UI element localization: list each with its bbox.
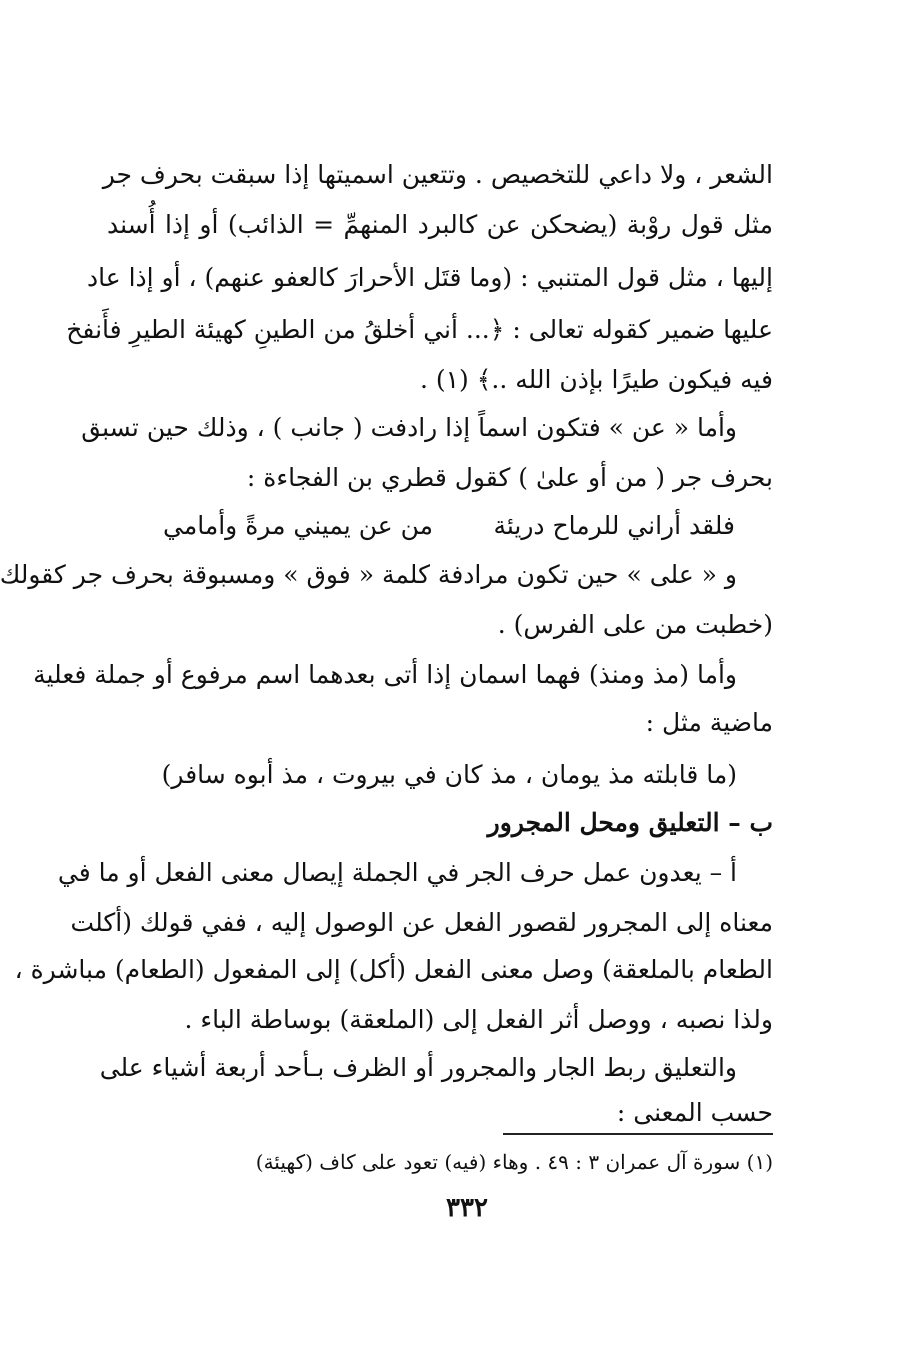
text-line: إليها ، مثل قول المتنبي : (وما قتَل الأحرارَ كالعفو عنهم) ، أو إذا عاد xyxy=(86,263,773,292)
text-line: وأما « عن » فتكون اسماً إذا رادفت ( جانب ) ، وذلك حين تسبق xyxy=(81,413,737,442)
text-line: (ما قابلته مذ يومان ، مذ كان في بيروت ، مذ أبوه سافر) xyxy=(161,760,737,789)
footnote: (١) سورة آل عمران ٣ : ٤٩ . وهاء (فيه) تعود على كاف (كهيئة) xyxy=(255,1150,773,1174)
section-heading: ب – التعليق ومحل المجرور xyxy=(487,808,773,837)
text-line: و « على » حين تكون مرادفة كلمة « فوق » ومسبوقة بحرف جر كقولك xyxy=(0,560,737,589)
verse-second-half: من عن يميني مرةً وأمامي xyxy=(163,511,434,540)
text-line: ماضية مثل : xyxy=(645,708,773,737)
page-number: ٣٣٢ xyxy=(446,1193,488,1223)
text-line: حسب المعنى : xyxy=(616,1098,773,1127)
footnote-divider xyxy=(503,1133,773,1135)
text-line: بحرف جر ( من أو علىٰ ) كقول قطري بن الفجاءة : xyxy=(246,463,773,492)
text-line: والتعليق ربط الجار والمجرور أو الظرف بـأحد أربعة أشياء على xyxy=(99,1053,737,1082)
text-line: الشعر ، ولا داعي للتخصيص . وتتعين اسميتها إذا سبقت بحرف جر xyxy=(102,160,773,189)
text-line: ولذا نصبه ، ووصل أثر الفعل إلى (الملعقة) بوساطة الباء . xyxy=(184,1005,773,1034)
text-line: مثل قول روْبة (يضحكن عن كالبرد المنهمِّ = الذائب) أو إذا أُسند xyxy=(107,210,773,239)
verse-first-half: فلقد أراني للرماح دريئة xyxy=(493,511,735,540)
text-line: وأما (مذ ومنذ) فهما اسمان إذا أتى بعدهما اسم مرفوع أو جملة فعلية xyxy=(33,660,737,689)
text-line: عليها ضمير كقوله تعالى : ﴿... أني أخلقُ من الطينِ كهيئة الطيرِ فأَنفخ xyxy=(66,315,773,344)
text-line: أ – يعدون عمل حرف الجر في الجملة إيصال معنى الفعل أو ما في xyxy=(57,858,737,887)
text-line: الطعام بالملعقة) وصل معنى الفعل (أكل) إلى المفعول (الطعام) مباشرة ، xyxy=(14,955,773,984)
text-line: معناه إلى المجرور لقصور الفعل عن الوصول إليه ، ففي قولك (أكلت xyxy=(70,908,773,937)
text-line: (خطبت من على الفرس) . xyxy=(497,610,773,639)
text-line: فيه فيكون طيرًا بإذن الله ..﴾ (١) . xyxy=(419,365,773,394)
